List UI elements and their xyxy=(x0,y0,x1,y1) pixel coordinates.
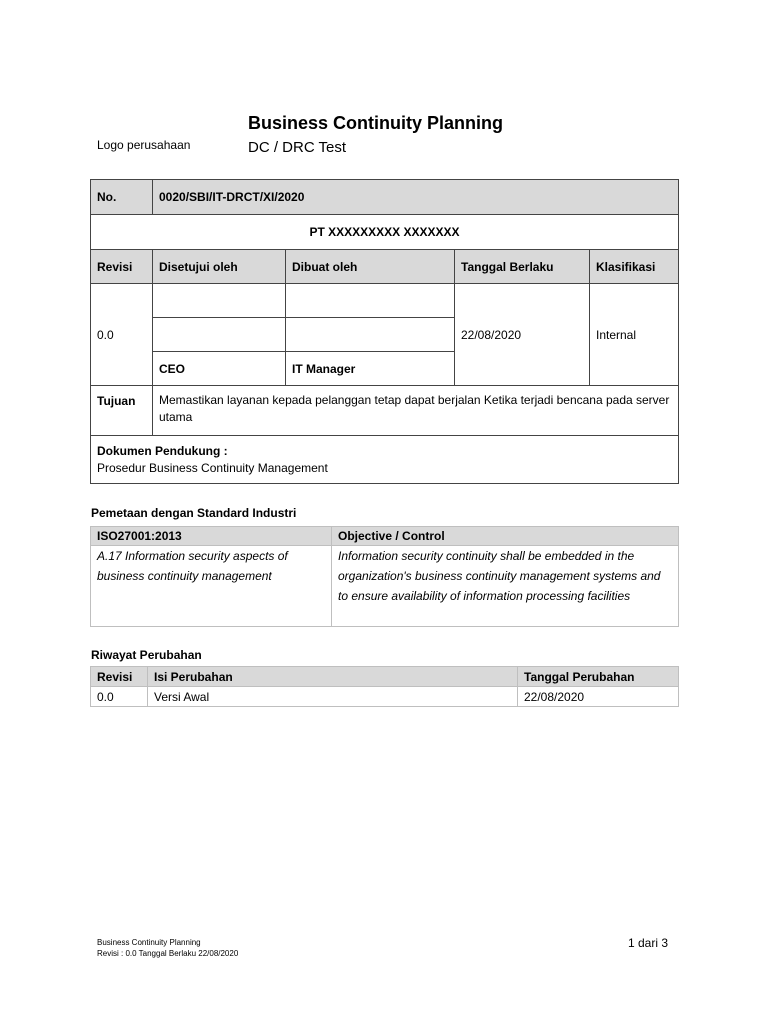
dokumen-pendukung-cell xyxy=(91,436,679,484)
rev-isi-value: Versi Awal xyxy=(148,687,518,707)
rev-tanggal-value: 22/08/2020 xyxy=(518,687,679,707)
no-label: No. xyxy=(91,180,153,215)
col-dibuat: Dibuat oleh xyxy=(286,250,455,284)
dokumen-label: Dokumen Pendukung : xyxy=(97,443,228,458)
company-name: PT XXXXXXXXX XXXXXXX xyxy=(91,215,679,250)
mapping-iso-cell: A.17 Information security aspects of business continuity management xyxy=(91,546,332,627)
author-role: IT Manager xyxy=(286,352,455,386)
signature-cell-approver-2 xyxy=(153,318,286,352)
col-objective: Objective / Control xyxy=(332,527,679,546)
tujuan-value: Memastikan layanan kepada pelanggan tetap dapat berjalan Ketika terjadi bencana pada server utama xyxy=(153,386,679,436)
col-iso: ISO27001:2013 xyxy=(91,527,332,546)
document-title: Business Continuity Planning xyxy=(248,113,504,133)
revision-section-title: Riwayat Perubahan xyxy=(91,648,202,662)
mapping-objective-cell: Information security continuity shall be embedded in the organization's business continuity management systems and to ensure availability of information processing facilities xyxy=(332,546,679,627)
footer-info xyxy=(97,937,238,959)
col-disetujui: Disetujui oleh xyxy=(153,250,286,284)
document-subtitle: DC / DRC Test xyxy=(248,139,347,156)
signature-cell-author-2 xyxy=(286,318,455,352)
footer-line-1: Business Continuity Planning xyxy=(97,938,201,947)
col-rev-isi: Isi Perubahan xyxy=(148,667,518,687)
approver-role: CEO xyxy=(153,352,286,386)
no-value: 0020/SBI/IT-DRCT/XI/2020 xyxy=(153,180,679,215)
logo-placeholder: Logo perusahaan xyxy=(97,138,191,152)
col-revisi: Revisi xyxy=(91,250,153,284)
col-rev-revisi: Revisi xyxy=(91,667,148,687)
col-tanggal: Tanggal Berlaku xyxy=(455,250,590,284)
document-info-table xyxy=(90,179,679,484)
signature-cell-approver xyxy=(153,284,286,318)
revisi-value: 0.0 xyxy=(91,284,153,386)
col-klasifikasi: Klasifikasi xyxy=(590,250,679,284)
dokumen-value: Prosedur Business Continuity Management xyxy=(97,460,328,475)
rev-revisi-value: 0.0 xyxy=(91,687,148,707)
mapping-table xyxy=(90,526,679,627)
tujuan-label: Tujuan xyxy=(91,386,153,436)
col-rev-tanggal: Tanggal Perubahan xyxy=(518,667,679,687)
page-number: 1 dari 3 xyxy=(628,936,669,950)
table-row xyxy=(91,687,679,707)
tanggal-value: 22/08/2020 xyxy=(455,284,590,386)
klasifikasi-value: Internal xyxy=(590,284,679,386)
signature-cell-author xyxy=(286,284,455,318)
revision-table xyxy=(90,666,679,707)
footer-line-2: Revisi : 0.0 Tanggal Berlaku 22/08/2020 xyxy=(97,949,239,958)
mapping-section-title: Pemetaan dengan Standard Industri xyxy=(91,506,297,520)
